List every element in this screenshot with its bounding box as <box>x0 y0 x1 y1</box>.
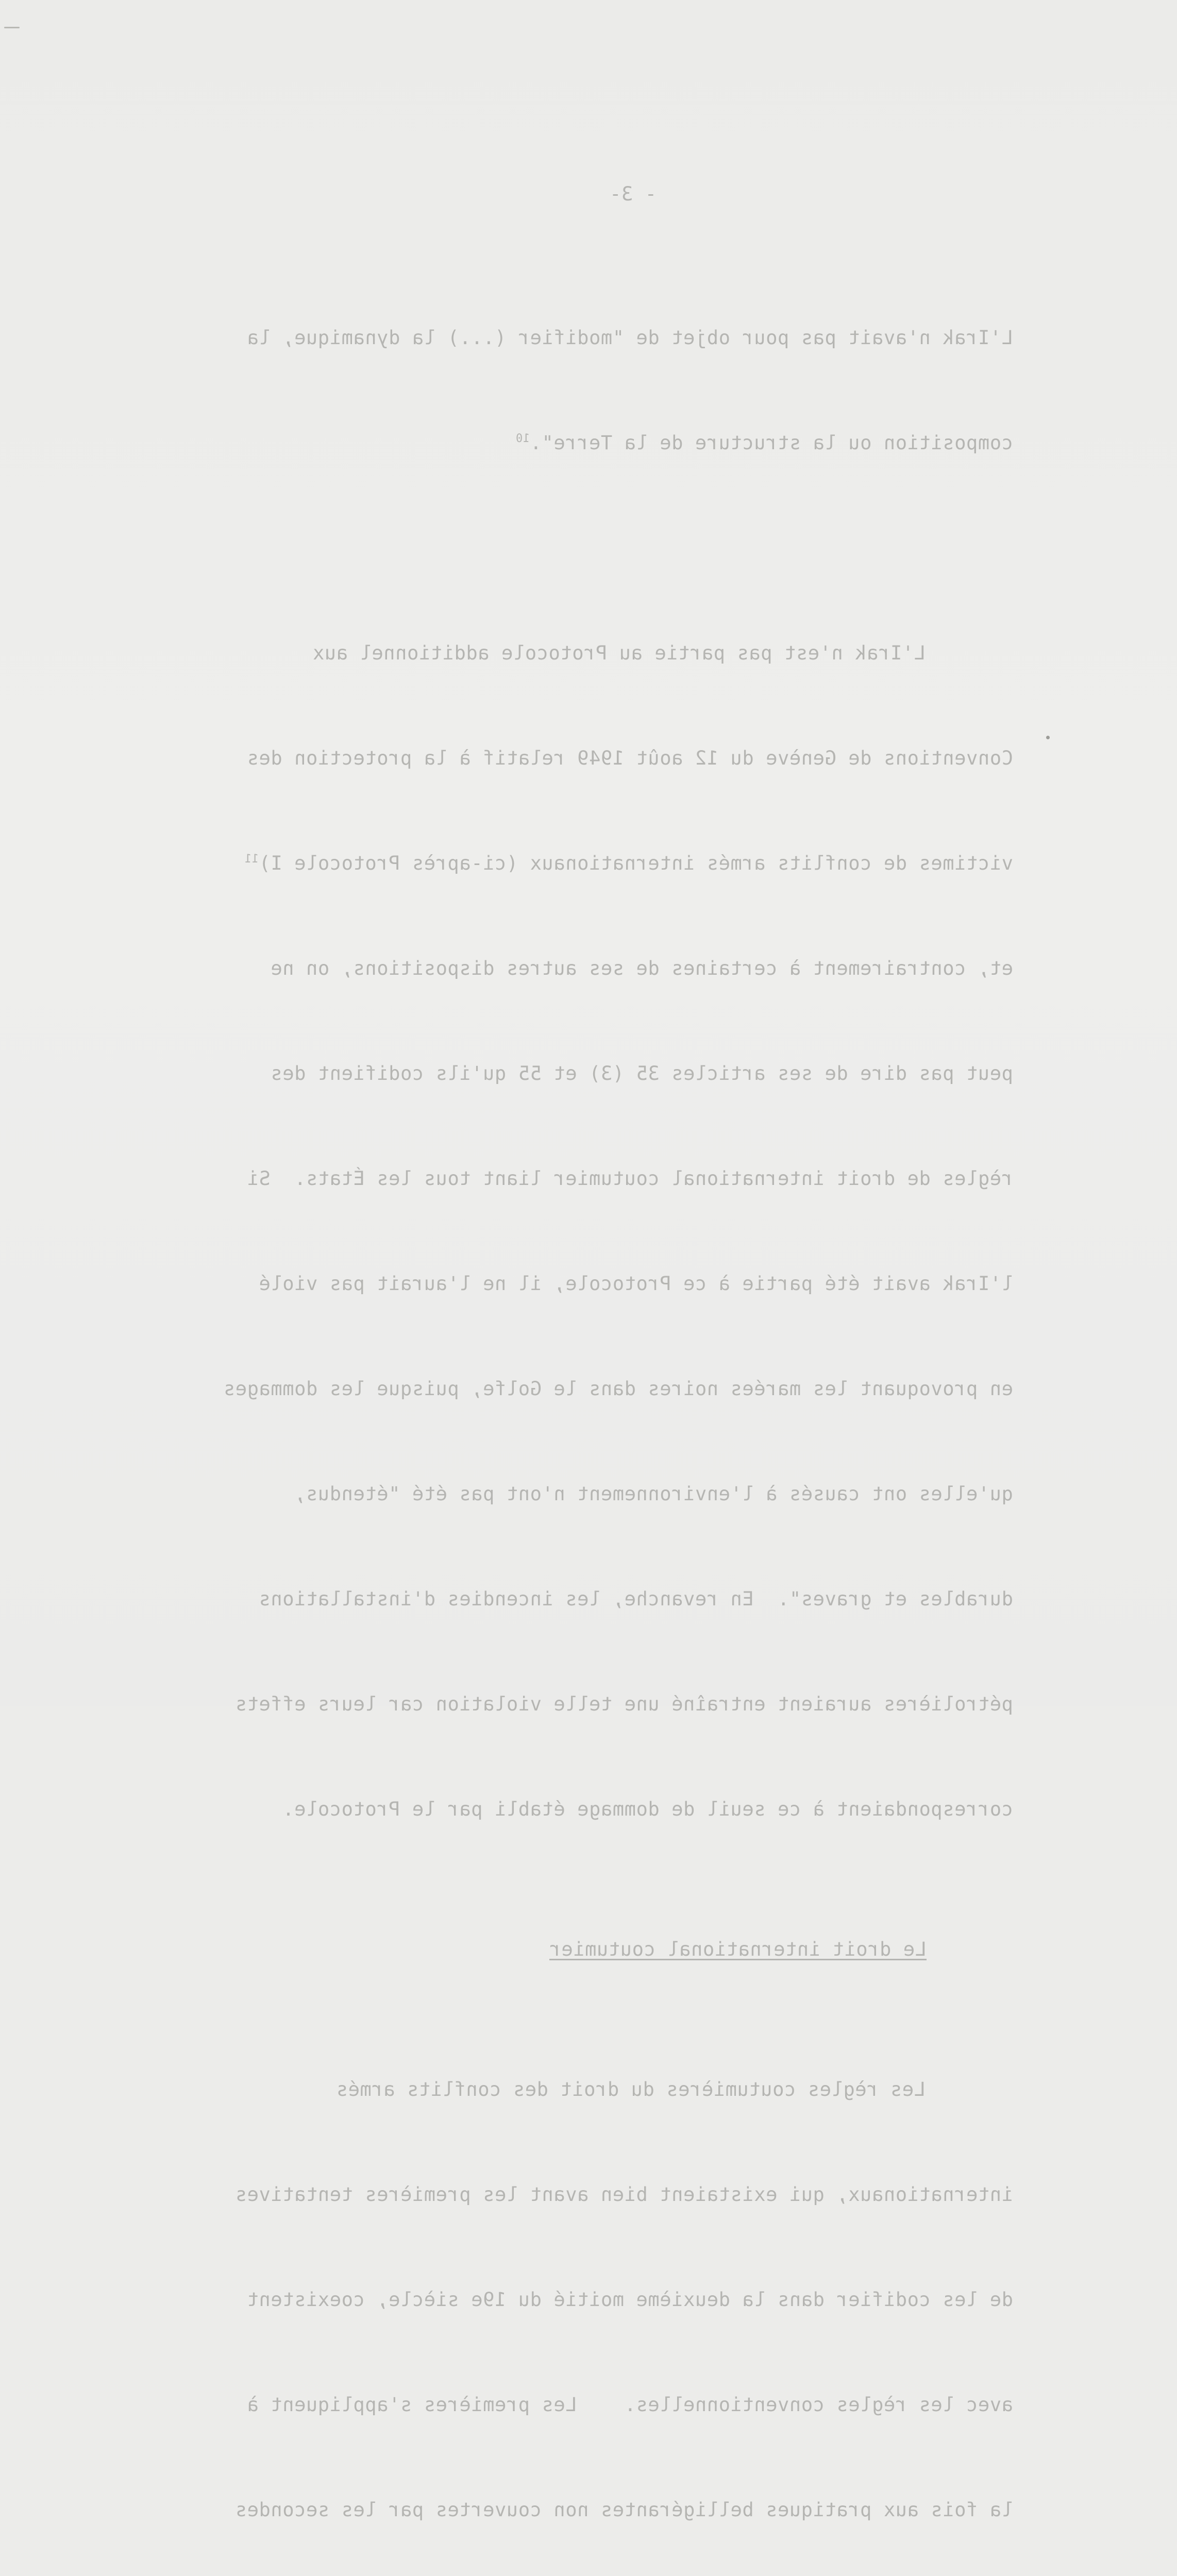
paragraph-line: victimes de conflits armés internationaux (ci-après Protocole I) <box>258 852 1013 874</box>
paragraph-line: qu'elles ont causés à l'environnement n'ont pas été "étendus, <box>294 1483 1013 1505</box>
footnote-ref: 10 <box>515 432 530 445</box>
paragraph-line: avec les règles conventionnelles. Les premières s'appliquent à <box>247 2394 1013 2416</box>
paragraph-line: correspondaient à ce seuil de dommage établi par le Protocole. <box>282 1798 1013 1820</box>
paragraph-line: L'Irak n'avait pas pour objet de "modifier (...) la dynamique, la <box>247 327 1013 349</box>
text-column <box>82 250 1013 2576</box>
section-heading-text: Le droit international coutumier <box>549 1938 927 1960</box>
paragraph-line: peut pas dire de ses articles 35 (3) et 55 qu'ils codifient des <box>270 1062 1013 1084</box>
paragraph-line: la fois aux pratiques belligérantes non couvertes par les secondes <box>235 2499 1013 2521</box>
paragraph-line: pétrolières auraient entraîné une telle violation car leurs effets <box>235 1693 1013 1715</box>
paragraph-line: composition ou la structure de la Terre". <box>530 432 1013 454</box>
paragraph-line: en provoquant les marées noires dans le Golfe, puisque les dommages <box>223 1378 1013 1400</box>
paragraph-line: durables et graves". En revanche, les incendies d'installations <box>258 1588 1013 1610</box>
paragraph-1 <box>82 250 1013 531</box>
paragraph-line: Conventions de Genève du 12 août 1949 relatif à la protection des <box>247 747 1013 769</box>
paragraph-line: de les codifier dans la deuxième moitié du 19e siècle, coexistent <box>247 2289 1013 2311</box>
footnote-ref: 11 <box>244 853 259 866</box>
section-heading <box>82 1932 1013 1967</box>
paragraph-line: L'Irak n'est pas partie au Protocole additionnel aux <box>312 642 926 664</box>
paragraph-line: règles de droit international coutumier liant tous les États. Si <box>247 1167 1013 1190</box>
paragraph-line: Les règles coutumières du droit des conflits armés <box>336 2078 926 2100</box>
paragraph-line: et, contrairement à certaines de ses autres dispositions, on ne <box>270 957 1013 979</box>
paragraph-line: internationaux, qui existaient bien avant les premières tentatives <box>235 2183 1013 2206</box>
page-number: - 3- <box>609 183 657 205</box>
paragraph-2 <box>82 566 1013 1897</box>
paragraph-3 <box>82 2002 1013 2576</box>
paragraph-line: l'Irak avait été partie à ce Protocole, il ne l'aurait pas violé <box>258 1273 1013 1295</box>
